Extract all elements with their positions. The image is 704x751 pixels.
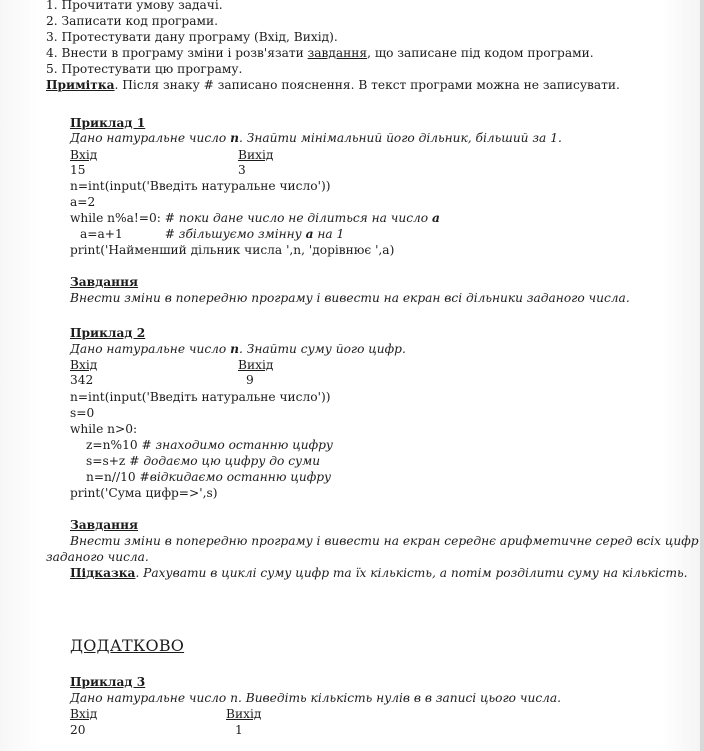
example-1-code-line-5: print('Найменший дільник числа ',n, 'дорівнює ',a): [70, 243, 395, 257]
extra-section-title: ДОДАТКОВО: [70, 636, 185, 655]
example-1-output-label: Вихід: [238, 148, 274, 162]
example-2-code-line-2: s=0: [70, 406, 95, 420]
example-1-code-line-2: a=2: [70, 195, 96, 209]
example-1-code-line-4-var: a: [305, 227, 314, 241]
note-line: [46, 77, 620, 93]
task-1-text: Внести зміни в попередню програму і вивести на екран всі дільники заданого числа.: [70, 291, 630, 305]
instruction-4: [46, 45, 594, 61]
example-1-code-line-3: [70, 210, 440, 226]
example-2-code-line-7: print('Сума цифр=>',s): [70, 486, 218, 500]
example-1-condition: [70, 130, 562, 146]
example-1-code-line-3-var: a: [432, 211, 440, 225]
example-1-code-line-4-comment: # збільшуємо змінну: [164, 227, 306, 241]
instruction-4-link: завдання: [307, 46, 368, 60]
task-2-hint-label: Підказка: [70, 566, 136, 580]
example-1-code-line-3-code: while n%a!=0:: [70, 211, 165, 225]
example-1-code-line-3-comment: # поки дане число не ділиться на число: [164, 211, 433, 225]
example-1-title: Приклад 1: [70, 116, 146, 130]
task-2-text-line-1: Внести зміни в попередню програму і вивести на екран середнє арифметичне серед всіх цифр: [70, 534, 699, 548]
example-2-code-line-6: [86, 469, 331, 485]
example-1-condition-b: . Знайти мінімальний його дільник, більший за 1.: [239, 131, 562, 145]
example-2-code-line-5-comment: # додаємо цю цифру до суми: [129, 454, 321, 468]
example-2-code-line-6-code: n=n//10: [86, 470, 140, 484]
task-2-hint: [70, 565, 688, 581]
example-1-code-line-4-comment-end: на 1: [313, 227, 345, 241]
example-2-code-line-1: n=int(input('Введіть натуральне число')): [70, 390, 331, 404]
example-2-condition-n: n: [230, 342, 240, 356]
instruction-4-text: 4. Внести в програму зміни і розв'язати: [46, 46, 308, 60]
example-3-input-label: Вхід: [70, 707, 98, 721]
example-1-code-line-4-code: a=a+1: [80, 227, 123, 241]
example-1-code-line-4: [80, 226, 344, 242]
example-3-output-label: Вихід: [226, 707, 262, 721]
example-1-code-line-1: n=int(input('Введіть натуральне число')): [70, 179, 331, 193]
task-2-title: Завдання: [70, 518, 139, 532]
example-1-input-value: 15: [70, 163, 86, 177]
example-2-code-line-3: while n>0:: [70, 422, 138, 436]
example-1-output-value: 3: [238, 163, 246, 177]
instruction-1: 1. Прочитати умову задачі.: [46, 0, 223, 12]
example-3-input-value: 20: [70, 723, 86, 737]
example-2-output-value: 9: [246, 373, 254, 387]
example-2-condition: [70, 341, 406, 357]
example-2-code-line-4: [86, 437, 333, 453]
task-2-hint-text: . Рахувати в циклі суму цифр та їх кількість, а потім розділити суму на кількість.: [135, 566, 688, 580]
instruction-3: 3. Протестувати дану програму (Вхід, Вихід).: [46, 30, 338, 44]
example-2-title: Приклад 2: [70, 326, 146, 340]
example-2-condition-a: Дано натуральне число: [70, 342, 231, 356]
example-1-condition-a: Дано натуральне число: [70, 131, 231, 145]
task-1-title: Завдання: [70, 275, 139, 289]
example-2-code-line-6-comment: #відкидаємо останню цифру: [139, 470, 332, 484]
example-2-input-label: Вхід: [70, 358, 98, 372]
page-edge-shadow: [700, 0, 704, 751]
example-2-code-line-5-code: s=s+z: [86, 454, 130, 468]
example-3-output-value: 1: [235, 723, 243, 737]
instruction-2: 2. Записати код програми.: [46, 14, 218, 28]
example-3-condition: Дано натуральне число n. Виведіть кількість нулів в в записі цього числа.: [70, 691, 562, 705]
note-label: Примітка: [46, 78, 115, 92]
example-2-condition-b: . Знайти суму його цифр.: [239, 342, 406, 356]
example-2-code-line-4-code: z=n%10: [86, 438, 142, 452]
example-2-output-label: Вихід: [238, 358, 274, 372]
example-2-code-line-5: [86, 453, 320, 469]
task-2-text-line-2: заданого числа.: [46, 550, 149, 564]
example-1-input-label: Вхід: [70, 148, 98, 162]
note-text: . Після знаку # записано пояснення. В текст програми можна не записувати.: [114, 78, 620, 92]
example-2-input-value: 342: [70, 373, 94, 387]
instruction-5: 5. Протестувати цю програму.: [46, 62, 243, 76]
example-2-code-line-4-comment: # знаходимо останню цифру: [141, 438, 333, 452]
instruction-4-tail: , що записане під кодом програми.: [367, 46, 594, 60]
example-3-title: Приклад 3: [70, 675, 146, 689]
example-1-condition-n: n: [230, 131, 240, 145]
